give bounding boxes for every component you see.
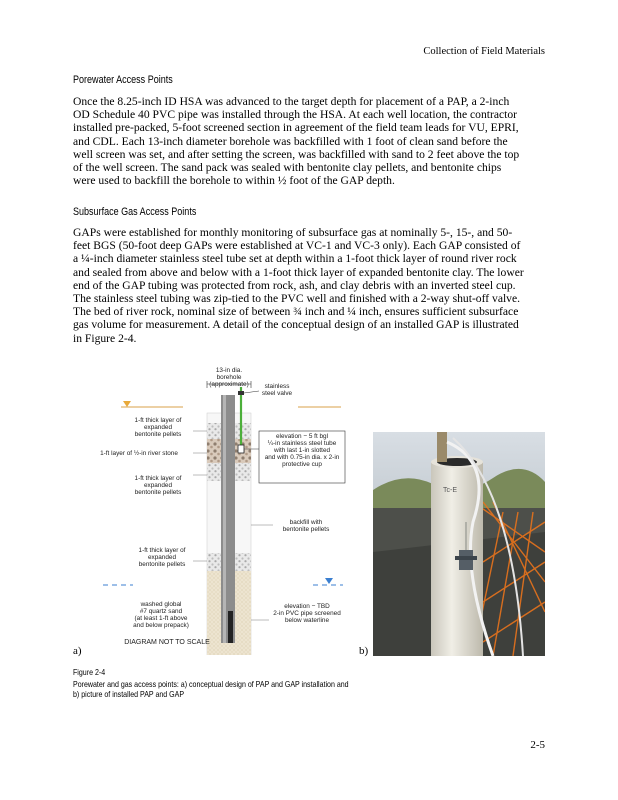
- label-line: washed global: [140, 601, 182, 608]
- waterline-marker-icon: [325, 578, 333, 584]
- section-heading-porewater: Porewater Access Points: [73, 74, 173, 86]
- label-line: elevation − TBD: [284, 603, 330, 610]
- text-line: well screen was set, and after setting the screen, was backfilled with sand to 2 feet above the top: [73, 147, 520, 161]
- label-line: bentonite pellets: [138, 561, 186, 568]
- text-line: OD Schedule 40 PVC pipe was installed through the HSA. At each well location, the contractor: [73, 108, 518, 122]
- text-line: Once the 8.25-inch ID HSA was advanced to the target depth for placement of a PAP, a 2-inch: [73, 95, 510, 108]
- gap-pap-diagram: [73, 365, 363, 655]
- backfill-label: [271, 519, 341, 533]
- borehole-label: [199, 367, 259, 388]
- field-photo: [373, 432, 545, 656]
- bentonite-top-label: [121, 417, 195, 438]
- sand-pack-label: [121, 601, 201, 629]
- label-line: stainless: [264, 383, 290, 390]
- label-line: backfill with: [289, 519, 323, 526]
- text-line: were used to backfill the borehole to within ½ foot of the GAP depth.: [73, 174, 395, 188]
- gap-detail-box: [261, 433, 343, 468]
- panel-label-b: b): [359, 645, 369, 657]
- text-line: The stainless steel tubing was zip-tied to the PVC well and finished with a 2-way shut-off valve.: [73, 292, 521, 306]
- section-heading-gas: Subsurface Gas Access Points: [73, 206, 197, 218]
- label-line: expanded: [143, 482, 173, 489]
- not-to-scale-note: DIAGRAM NOT TO SCALE: [124, 639, 210, 646]
- running-header: Collection of Field Materials: [423, 46, 545, 57]
- label-line: 1-ft thick layer of: [138, 547, 186, 554]
- label-line: steel valve: [261, 390, 293, 397]
- valve-label: [257, 383, 297, 397]
- label-line: 13-in dia.: [215, 367, 243, 374]
- figure-label: Figure 2-4: [73, 667, 106, 677]
- label-line: with last 1-in slotted: [273, 447, 331, 454]
- pipe-marking: Tc-E: [443, 487, 457, 494]
- label-line: borehole: [216, 374, 242, 381]
- text-line: The bed of river rock, nominal size of between ¾ inch and ¼ inch, ensures sufficient subsurface: [73, 305, 519, 319]
- screen-label: [267, 603, 347, 624]
- label-line: expanded: [143, 424, 173, 431]
- photo-drawing: [373, 432, 545, 656]
- panel-label-a: a): [73, 645, 82, 657]
- label-line: below waterline: [284, 617, 330, 624]
- figure-caption-line: b) picture of installed PAP and GAP: [73, 689, 185, 699]
- label-line: bentonite pellets: [134, 431, 182, 438]
- label-line: #7 quartz sand: [139, 608, 183, 615]
- paragraph-porewater: [73, 95, 547, 187]
- text-line: of the well screen. The sand pack was sealed with bentonite clay pellets, and bentonite chips: [73, 161, 502, 175]
- label-line: 1-ft thick layer of: [134, 417, 182, 424]
- label-line: protective cup: [282, 461, 322, 468]
- label-line: bentonite pellets: [134, 489, 182, 496]
- label-line: elevation − 5 ft bgl: [275, 433, 329, 440]
- paragraph-gas: [73, 226, 547, 345]
- label-line: 2-in PVC pipe screened: [273, 610, 341, 617]
- text-line: a ¼-inch diameter stainless steel tube set at depth within a 1-foot thick layer of round river rock: [73, 252, 517, 266]
- river-stone-label: 1-ft layer of ½-in river stone: [100, 450, 178, 457]
- label-line: and below prepack): [133, 622, 189, 629]
- bentonite-low-label: [125, 547, 199, 568]
- label-line: and with 0.75-in dia. x 2-in: [264, 454, 340, 461]
- text-line: in Figure 2-4.: [73, 331, 137, 345]
- page-number: 2-5: [530, 739, 545, 751]
- bentonite-mid-label: [121, 475, 195, 496]
- label-line: (at least 1-ft above: [134, 615, 188, 622]
- text-line: end of the GAP tubing was protected from rock, ash, and clay debris with an inverted steel cup.: [73, 278, 516, 292]
- label-line: 1-ft thick layer of: [134, 475, 182, 482]
- text-line: GAPs were established for monthly monitoring of subsurface gas at nominally 5-, 15-, and 50-: [73, 226, 513, 239]
- label-line: ¼-in stainless steel tube: [267, 440, 337, 447]
- label-line: (approximate): [209, 381, 249, 388]
- figure-caption-line: Porewater and gas access points: a) conceptual design of PAP and GAP installation and: [73, 679, 349, 689]
- text-line: gas volume for measurement. A detail of the conceptual design of an installed GAP is illustrated: [73, 318, 519, 332]
- text-line: installed pre-packed, 5-foot screened section in agreement of the field team leads for VU, EPRI,: [73, 121, 519, 135]
- ground-marker-icon: [123, 401, 131, 407]
- text-line: and CDL. Each 13-inch diameter borehole was backfilled with 1 foot of clean sand before the: [73, 134, 508, 148]
- label-line: bentonite pellets: [282, 526, 330, 533]
- text-line: and sealed from above and below with a 1-foot thick layer of expanded bentonite clay. The lower: [73, 265, 524, 279]
- label-line: expanded: [147, 554, 177, 561]
- text-line: feet BGS (50-foot deep GAPs were established at VC-1 and VC-3 only). Each GAP consisted of: [73, 239, 521, 253]
